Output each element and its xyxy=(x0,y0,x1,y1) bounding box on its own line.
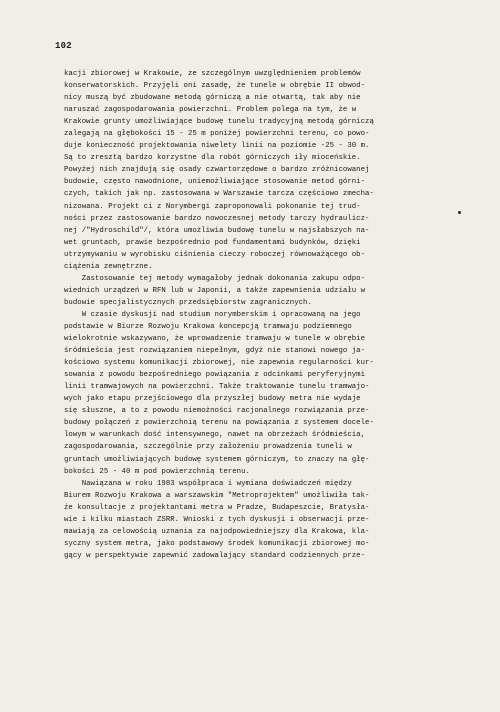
text-line: Nawiązana w roku 1983 współpraca i wymiana doświadczeń między xyxy=(64,479,352,488)
text-line: kościowo systemu komunikacji zbiorowej, nie zapewnia regularności kur- xyxy=(64,359,374,368)
text-line: nicy muszą być zbudowane metodą górniczą a nie otwartą, tak aby nie xyxy=(64,94,361,103)
text-line: duje konieczność projektowania niwelety linii na poziomie -25 - 30 m. xyxy=(64,142,370,151)
text-line: podstawie w Biurze Rozwoju Krakowa koncepcją tramwaju podziemnego xyxy=(64,322,352,331)
text-line: lowym w warunkach dość intensywnego, nawet na obrzeżach śródmieścia, xyxy=(64,431,366,440)
text-line: naruszać zagospodarowania powierzchni. Problem polega na tym, że w xyxy=(64,106,357,115)
paper-speck xyxy=(458,211,461,214)
text-line: gący w perspektywie zapewnić zadowalający standard codziennych prze- xyxy=(64,551,366,560)
text-line: wielokrotnie wskazywano, że wprowadzenie tramwaju w tunele w obrębie xyxy=(64,335,366,344)
text-line: że konsultacje z projektantami metra w Pradze, Budapeszcie, Bratysła- xyxy=(64,503,370,512)
text-line: zagospodarowania, szczególnie przy założeniu prowadzenia tuneli w xyxy=(64,443,352,452)
text-line: kacji zbiorowej w Krakowie, ze szczególnym uwzględnieniem problemów xyxy=(64,70,361,78)
text-line: Zastosowanie tej metody wymagałoby jednak dokonania zakupu odpo- xyxy=(64,274,366,283)
text-line: bokości 25 - 40 m pod powierzchnią terenu. xyxy=(64,467,250,476)
text-line: sowania z powodu bezpośredniego powiązania z odcinkami peryferyjnymi xyxy=(64,371,366,380)
text-line: Krakowie grunty umożliwiające budowę tunelu tradycyjną metodą górniczą xyxy=(64,118,374,127)
text-line: śródmieścia jest rozwiązaniem niepełnym, gdyż nie stanowi nowego ja- xyxy=(64,347,366,356)
text-line: W czasie dyskusji nad studium norymberskim i opracowaną na jego xyxy=(64,310,361,319)
text-line: nej /"Hydroschild"/, która umożliwia budowę tunelu w najsłabszych na- xyxy=(64,226,370,235)
body-text xyxy=(64,68,456,562)
page-number: 102 xyxy=(55,41,72,51)
text-line: ciążenia zewnętrzne. xyxy=(64,262,153,271)
text-line: Powyżej nich znajdują się osady czwartorzędowe o bardzo zróżnicowanej xyxy=(64,166,370,175)
text-line: konserwatorskich. Przyjęli oni zasadę, że tunele w obrębie II obwod- xyxy=(64,82,366,91)
text-line: gruntach umożliwiających budowę systemem górniczym, to znaczy na głę- xyxy=(64,455,370,464)
text-line: Biurem Rozwoju Krakowa a warszawskim "Metroprojektem" umożliwiła tak- xyxy=(64,491,370,500)
text-line: budowie specjalistycznych przedsiębiorstw zagranicznych. xyxy=(64,298,312,307)
text-line: mawiają za celowością uznania za najodpowiedniejszy dla Krakowa, kla- xyxy=(64,527,370,536)
text-line: linii tramwajowych na powierzchni. Także traktowanie tunelu tramwajo- xyxy=(64,383,370,392)
text-line: budowie, często nawodnione, uniemożliwiające stosowanie metod górni- xyxy=(64,178,366,187)
text-line: budowy połączeń z powierzchnią terenu na powiązania z systemem docele- xyxy=(64,419,374,428)
text-line: wiednich urządzeń w RFN lub w Japonii, a także zapewnienia udziału w xyxy=(64,286,366,295)
text-line: wet gruntach, prawie bezpośrednio pod fundamentami budynków, dzięki xyxy=(64,238,361,247)
text-line: się słuszne, a to z powodu niemożności racjonalnego rozwiązania prze- xyxy=(64,407,370,416)
text-line: wych jako etapu przejściowego dla przyszłej budowy metra nie wydaje xyxy=(64,395,361,404)
text-line: nizowana. Projekt ci z Norymbergi zaproponowali pokonanie tej trud- xyxy=(64,202,361,211)
text-line: zalegają na głębokości 15 - 25 m poniżej powierzchni terenu, co powo- xyxy=(64,130,370,139)
text-line: czych, takich jak np. zastosowana w Warszawie tarcza częściowo zmecha- xyxy=(64,190,374,199)
text-line: Są to zresztą bardzo korzystne dla robót górniczych iły mioceńskie. xyxy=(64,154,361,163)
text-line: utrzymywaniu w wyrobisku ciśnienia cieczy roboczej równoważącego ob- xyxy=(64,250,366,259)
text-line: wie i kilku miastach ZSRR. Wnioski z tych dyskusji i obserwacji prze- xyxy=(64,515,370,524)
text-line: syczny system metra, jako podstawowy środek komunikacji zbiorowej mo- xyxy=(64,539,370,548)
text-line: ności przez zastosowanie bardzo nowoczesnej metody tarczy hydraulicz- xyxy=(64,214,370,223)
